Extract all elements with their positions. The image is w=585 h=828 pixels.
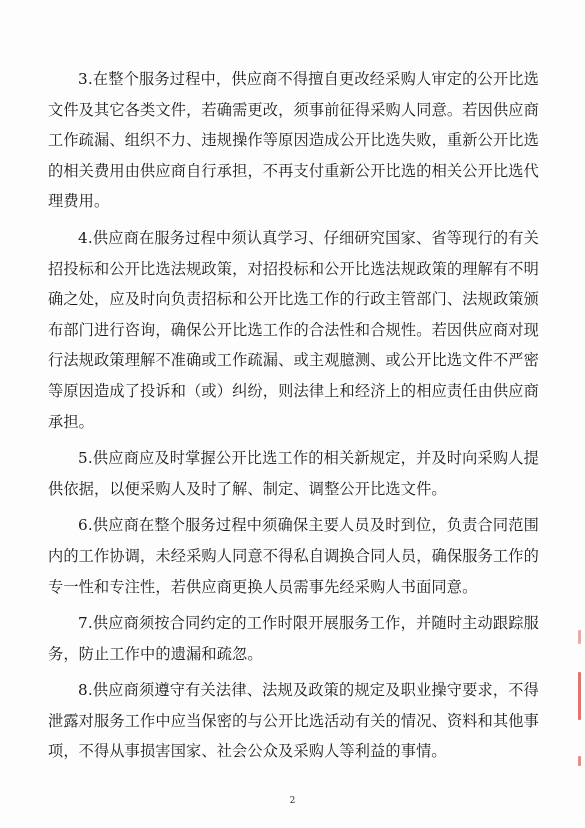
clause-4: 4.供应商在服务过程中须认真学习、仔细研究国家、省等现行的有关招投标和公开比选法规政策，对招投标和公开比选法规政策的理解有不明确之处，应及时向负责招标和公开比选工作的行政主管部门、法规政策颁布部门进行咨询，确保公开比选工作的合法性和合规性。若因供应商对现行法规政策理解不准确或工作疏漏、或主观臆测、或公开比选文件不严密等原因造成了投诉和（或）纠纷，则法律上和经济上的相应责任由供应商承担。 [48,228,539,431]
scan-edge-mark [578,756,581,766]
clause-8: 8.供应商须遵守有关法律、法规及政策的规定及职业操守要求，不得泄露对服务工作中应当保密的与公开比选活动有关的情况、资料和其他事项，不得从事损害国家、社会公众及采购人等利益的事情。 [48,681,539,761]
clause-7: 7.供应商须按合同约定的工作时限开展服务工作，并随时主动跟踪服务，防止工作中的遗漏和疏忽。 [48,614,539,663]
document-body [48,64,539,773]
clause-3: 3.在整个服务过程中，供应商不得擅自更改经采购人审定的公开比选文件及其它各类文件，若确需更改，须事前征得采购人同意。若因供应商工作疏漏、组织不力、违规操作等原因造成公开比选失败，重新公开比选的相关费用由供应商自行承担，不再支付重新公开比选的相关公开比选代理费用。 [48,70,539,211]
page-number: 2 [289,796,296,806]
scan-edge-mark [578,672,581,720]
clause-6: 6.供应商在整个服务过程中须确保主要人员及时到位，负责合同范围内的工作协调，未经采购人同意不得私自调换合同人员，确保服务工作的专一性和专注性，若供应商更换人员需事先经采购人书面同意。 [48,516,539,596]
clause-5: 5.供应商应及时掌握公开比选工作的相关新规定，并及时向采购人提供依据，以便采购人及时了解、制定、调整公开比选文件。 [48,449,539,498]
scan-edge-mark [578,630,581,644]
